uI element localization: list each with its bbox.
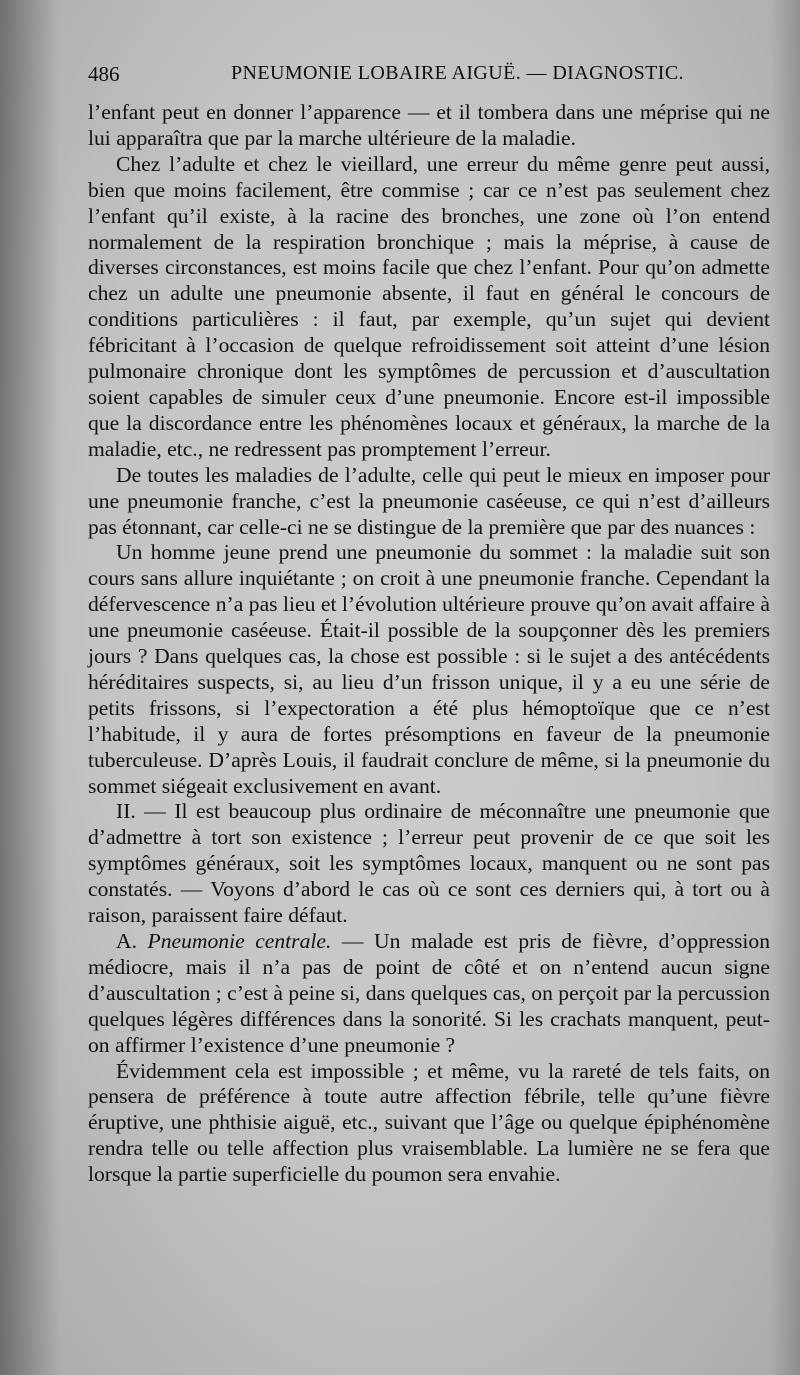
page-number: 486 (88, 62, 120, 86)
paragraph-1: l’enfant peut en donner l’apparence — et il tombera dans une méprise qui ne lui apparaîtra que par la marche ultérieure de la maladie. (88, 100, 770, 150)
body-text (88, 100, 770, 1188)
paragraph-7: Évidemment cela est impossible ; et même, vu la rareté de tels faits, on pensera de préférence à toute autre affection fébrile, telle qu’une fièvre éruptive, une phthisie aiguë, etc., suivant que l’âge ou quelque épiphénomène rendra telle ou telle affection plus vraisemblable. La lumière ne se fera que lorsque la partie superficielle du poumon sera envahie. (88, 1058, 770, 1187)
running-title: PNEUMONIE LOBAIRE AIGUË. — DIAGNOSTIC. (231, 62, 684, 84)
running-head (88, 60, 770, 90)
paragraph-4: Un homme jeune prend une pneumonie du sommet : la maladie suit son cours sans allure inquiétante ; on croit à une pneumonie franche. Cependant la défervescence n’a pas lieu et l’évolution ultérieure prouve qu’on avait affaire à une pneumonie caséeuse. Était-il possible de la soupçonner dès les premiers jours ? Dans quelques cas, la chose est possible : si le sujet a des antécédents héréditaires suspects, si, au lieu d’un frisson unique, il y a eu une série de petits frissons, si l’expectoration a été plus hémoptoïque que ce n’est l’habitude, il y aura de fortes présomptions en faveur de la pneumonie tuberculeuse. D’après Louis, il faudrait conclure de même, si la pneumonie du sommet siégeait exclusivement en avant. (88, 540, 770, 798)
paragraph-3: De toutes les maladies de l’adulte, celle qui peut le mieux en imposer pour une pneumonie franche, c’est la pneumonie caséeuse, ce qui n’est d’ailleurs pas étonnant, car celle-ci ne se distingue de la première que par des nuances : (88, 462, 770, 539)
section-letter: A. (116, 929, 148, 953)
section-title: Pneumonie centrale. (147, 929, 332, 953)
paragraph-2: Chez l’adulte et chez le vieillard, une erreur du même genre peut aussi, bien que moins facilement, être commise ; car ce n’est pas seulement chez l’enfant qu’il existe, à la racine des bronches, une zone où l’on entend normalement de la respiration bronchique ; mais la méprise, à cause de diverses circonstances, est moins facile que chez l’enfant. Pour qu’on admette chez un adulte une pneumonie absente, il faut en général le concours de conditions particulières : il faut, par exemple, qu’un sujet qui devient fébricitant à l’occasion de quelque refroidissement soit atteint d’une lésion pulmonaire chronique dont les symptômes de percussion et d’auscultation soient capables de simuler ceux d’une pneumonie. Encore est-il impossible que la discordance entre les phénomènes locaux et généraux, la marche de la maladie, etc., ne redressent pas promptement l’erreur. (88, 151, 770, 461)
paragraph-6 (88, 929, 770, 1059)
paragraph-6-text: — Un malade est pris de fièvre, d’oppression médiocre, mais il n’a pas de point de côté et on n’entend aucun signe d’auscultation ; c’est à peine si, dans quelques cas, on perçoit par la percussion quelques légères différences dans la sonorité. Si les crachats manquent, peut-on affirmer l’existence d’une pneumonie ? (88, 929, 770, 1057)
paragraph-5: II. — Il est beaucoup plus ordinaire de méconnaître une pneumonie que d’admettre à tort son existence ; l’erreur peut provenir de ce que soit les symptômes généraux, soit les symptômes locaux, manquent ou ne sont pas constatés. — Voyons d’abord le cas où ce sont ces derniers qui, à tort ou à raison, paraissent faire défaut. (88, 799, 770, 928)
